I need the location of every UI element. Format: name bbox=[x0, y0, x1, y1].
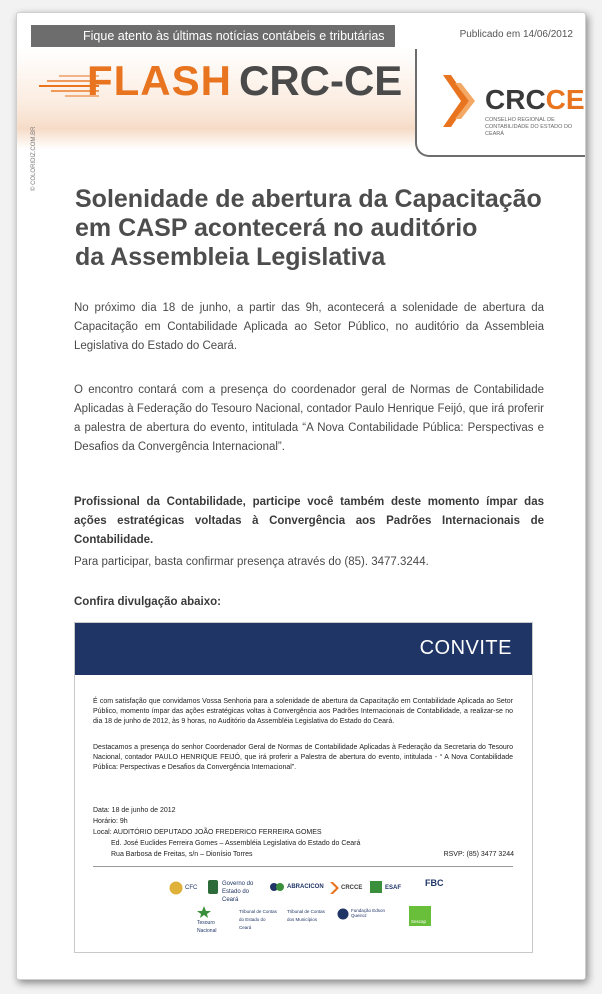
sponsor-name: CRCCE bbox=[341, 885, 363, 891]
sponsor-logos-row-2 bbox=[197, 906, 447, 934]
article-title bbox=[75, 185, 565, 272]
published-date: Publicado em 14/06/2012 bbox=[459, 29, 573, 40]
sponsor-name: ABRACICON bbox=[287, 884, 324, 890]
logo-ce: CE bbox=[545, 84, 585, 115]
tagline-bar bbox=[31, 25, 395, 47]
article-paragraph-3: Profissional da Contabilidade, participe você também deste momento ímpar das ações estratégicas voltadas à Convergência aos Padrões Internacionais de Contabilidade. bbox=[74, 496, 544, 546]
invitation-title: CONVITE bbox=[419, 637, 512, 659]
sponsor-name: FBC bbox=[425, 878, 444, 888]
sponsor-name: Fundação Edson Queiroz bbox=[351, 908, 386, 918]
fundacao-seal-icon bbox=[337, 908, 349, 920]
sponsor-logo-abracicon bbox=[269, 879, 331, 899]
sponsor-name: Tribunal de Contas dos Municípios bbox=[287, 909, 325, 922]
article-paragraph-4: Para participar, basta confirmar presença através do (85). 3477.3244. bbox=[74, 556, 429, 568]
sponsor-logo-governo bbox=[207, 879, 267, 903]
newsletter-page bbox=[16, 12, 586, 980]
sponsor-logo-fbc bbox=[425, 879, 444, 899]
sponsor-logo-sescap bbox=[409, 906, 431, 926]
sponsor-logo-cfc bbox=[169, 881, 198, 901]
brand-flash: FLASH bbox=[87, 57, 232, 104]
cfc-seal-icon bbox=[169, 881, 183, 895]
sponsor-logo-tcm bbox=[287, 908, 327, 928]
sponsor-name: Governo do Estado do Ceará bbox=[222, 881, 254, 903]
sponsor-name: Tribunal de Contas do Estado do Ceará bbox=[239, 909, 277, 930]
sponsor-name: CFC bbox=[185, 885, 198, 891]
sponsor-name: Tesouro Nacional bbox=[197, 920, 217, 934]
brand-crc-ce: CRC-CE bbox=[239, 57, 403, 104]
government-crest-icon bbox=[207, 879, 219, 895]
invitation-card bbox=[74, 622, 533, 953]
invitation-address-2: Rua Barbosa de Freitas, s/n – Dionísio Torres bbox=[111, 851, 253, 858]
sponsor-logo-tesouro bbox=[197, 906, 231, 934]
article-paragraph-5: Confira divulgação abaixo: bbox=[74, 596, 221, 608]
crcce-chevron-icon bbox=[329, 881, 339, 895]
invitation-divider bbox=[93, 866, 513, 867]
invitation-body-1: É com satisfação que convidamos Vossa Senhoria para a solenidade de abertura da Capacitação em Contabilidade Aplicada ao Setor Público, momento ímpar das ações estratégicas voltas à Convergência aos Padrões Internacionais de Contabilidade, a realizar-se no dia 18 de junho de 2012, às 9 horas, no Auditório da Assembléia Legislativa do Estado do Ceará. bbox=[93, 698, 513, 725]
sponsor-name: ESAF bbox=[385, 885, 402, 891]
invitation-rsvp: RSVP: (85) 3477 3244 bbox=[443, 851, 514, 858]
crcce-logo bbox=[415, 49, 585, 157]
invitation-date: Data: 18 de junho de 2012 bbox=[93, 807, 176, 814]
invitation-time: Horário: 9h bbox=[93, 818, 128, 825]
abracicon-icon bbox=[269, 879, 285, 895]
logo-crc: CRC bbox=[485, 84, 546, 115]
esaf-icon bbox=[369, 879, 383, 895]
side-copyright: © COLORIDIZ.COM.BR bbox=[31, 126, 37, 191]
sponsor-logo-crcce bbox=[329, 881, 363, 901]
title-line-1: Solenidade de abertura da Capacitação bbox=[75, 185, 542, 213]
article-paragraph-2: O encontro contará com a presença do coordenador geral de Normas de Contabilidade Aplicadas à Federação do Tesouro Nacional, contador Paulo Henrique Feijó, que irá proferir a palestra de abertura do evento, intitulada “A Nova Contabilidade Pública: Perspectivas e Desafios da Convergência Internacional”. bbox=[74, 384, 544, 453]
title-line-2: em CASP acontecerá no auditório bbox=[75, 214, 478, 242]
invitation-location: Local: AUDITÓRIO DEPUTADO JOÃO FREDERICO FERREIRA GOMES bbox=[93, 829, 322, 836]
title-line-3: da Assembleia Legislativa bbox=[75, 243, 386, 271]
tagline-text: Fique atento às últimas notícias contábeis e tributárias bbox=[83, 29, 385, 43]
logo-subtitle: CONSELHO REGIONAL DE CONTABILIDADE DO ESTADO DO CEARÁ bbox=[485, 117, 573, 137]
sponsor-logo-esaf bbox=[369, 879, 402, 899]
invitation-address-1: Ed. José Euclides Ferreira Gomes – Assembléia Legislativa do Estado do Ceará bbox=[111, 840, 361, 847]
tesouro-star-icon bbox=[197, 906, 211, 918]
sponsor-logo-fundacao bbox=[337, 908, 397, 928]
invitation-header bbox=[75, 623, 532, 675]
sponsor-logos-row-1 bbox=[169, 879, 469, 901]
sponsor-name: Sescap bbox=[411, 919, 427, 924]
logo-wordmark bbox=[485, 85, 585, 115]
invitation-body-2: Destacamos a presença do senhor Coordenador Geral de Normas de Contabilidade Aplicadas à Federação da Secretaria do Tesouro Nacional, contador PAULO HENRIQUE FEIJÓ, que irá proferir a Palestra de abertura do evento, intitulada - “ A Nova Contabilidade Pública: Perspectivas e Desafios da Convergência Internacional”. bbox=[93, 744, 513, 771]
chevron-logo-icon bbox=[439, 73, 479, 129]
article-paragraph-1: No próximo dia 18 de junho, a partir das 9h, acontecerá a solenidade de abertura da Capacitação em Contabilidade Aplicada ao Setor Público, no auditório da Assembleia Legislativa do Estado do Ceará. bbox=[74, 302, 544, 352]
sponsor-logo-tce bbox=[239, 908, 279, 928]
